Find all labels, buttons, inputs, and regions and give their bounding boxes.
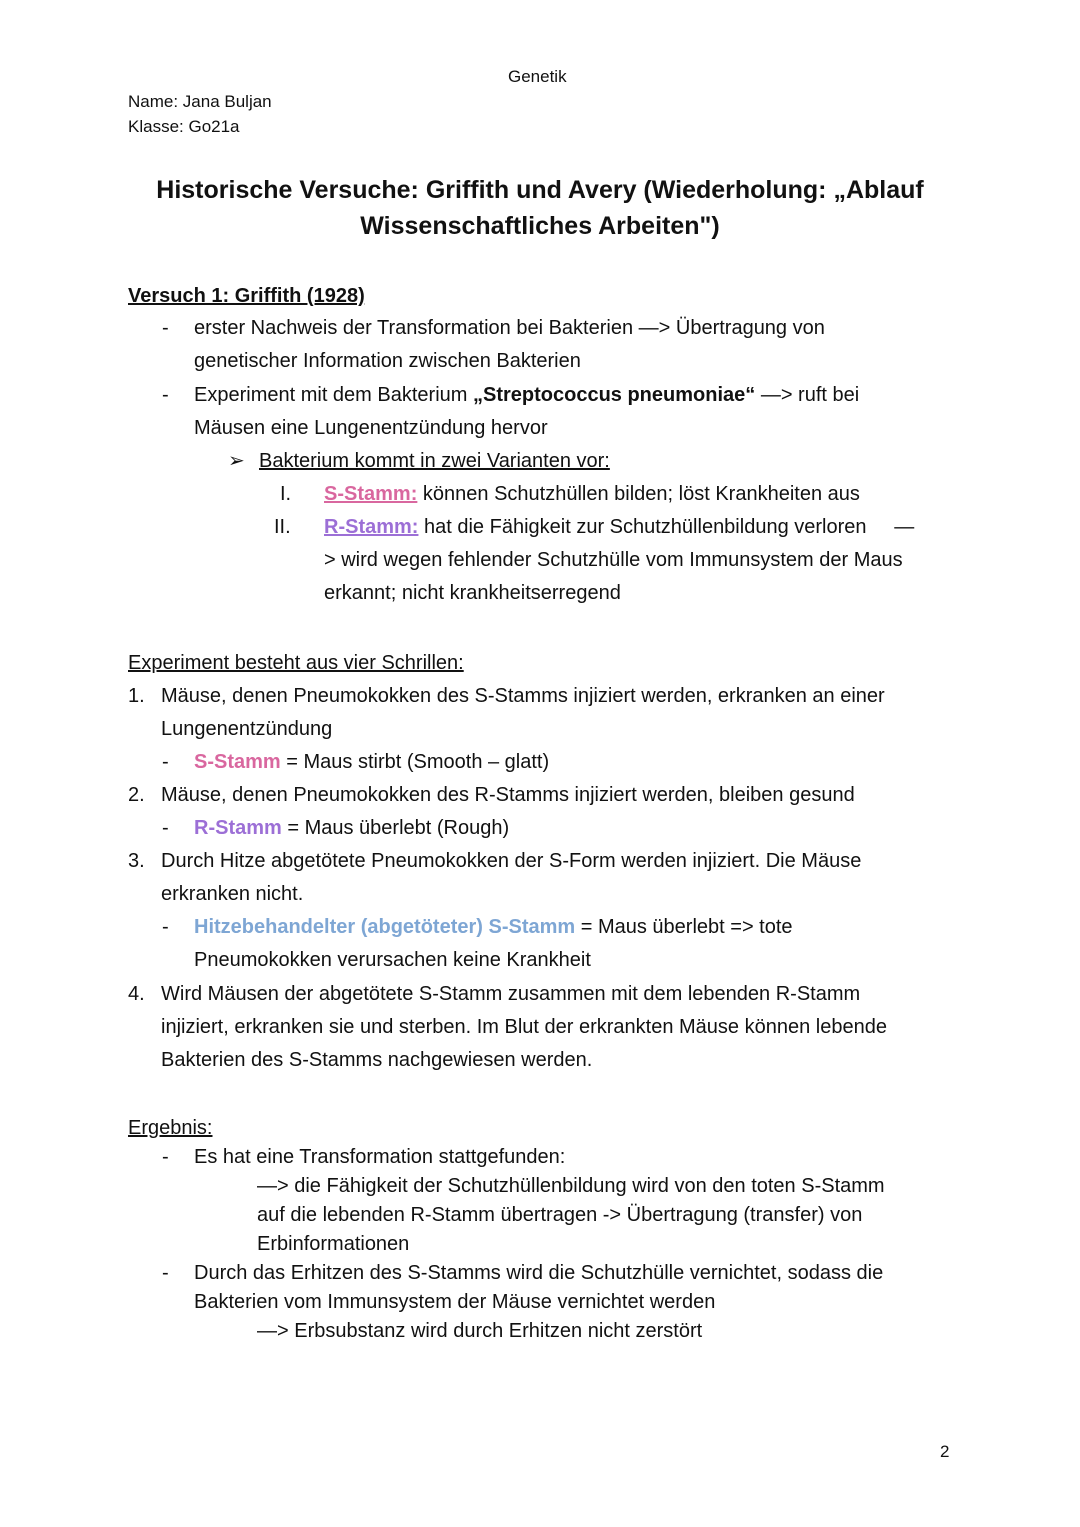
text: Experiment mit dem Bakterium [194, 384, 473, 406]
text-line: Bakterien des S-Stamms nachgewiesen werden. [161, 1049, 593, 1071]
bullet-dash: - [162, 916, 169, 938]
section-heading-ergebnis: Ergebnis: [128, 1117, 213, 1139]
list-number: 1. [128, 685, 145, 707]
student-class: Klasse: Go21a [128, 117, 240, 136]
text: = Maus überlebt => tote [575, 916, 793, 938]
bullet-dash: - [162, 817, 169, 839]
text-line [324, 482, 860, 506]
bacterium-name: „Streptococcus pneumoniae“ [472, 384, 756, 406]
text-line: erster Nachweis der Transformation bei Bakterien —> Übertragung von [194, 317, 825, 339]
text-line [194, 750, 549, 774]
text-line [194, 915, 793, 939]
text-line: Pneumokokken verursachen keine Krankheit [194, 949, 591, 971]
section-heading-versuch1: Versuch 1: Griffith (1928) [128, 285, 365, 307]
text-line: Mäuse, denen Pneumokokken des S-Stamms injiziert werden, erkranken an einer [161, 685, 885, 707]
page-title-line1: Historische Versuche: Griffith und Avery (Wiederholung: „Ablauf [156, 176, 924, 204]
section-heading-experiment: Experiment besteht aus vier Schrillen: [128, 652, 464, 674]
text-line: Bakterien vom Immunsystem der Mäuse vernichtet werden [194, 1291, 716, 1313]
text-line: Durch das Erhitzen des S-Stamms wird die Schutzhülle vernichtet, sodass die [194, 1262, 884, 1284]
text: können Schutzhüllen bilden; löst Krankheiten aus [417, 483, 860, 505]
list-number: 2. [128, 784, 145, 806]
text-line [194, 383, 859, 407]
roman-numeral: II. [274, 516, 291, 538]
text-line: injiziert, erkranken sie und sterben. Im Blut der erkrankten Mäuse können lebende [161, 1016, 887, 1038]
list-number: 4. [128, 983, 145, 1005]
text: = Maus überlebt (Rough) [281, 817, 510, 839]
text-line: Mäuse, denen Pneumokokken des R-Stamms injiziert werden, bleiben gesund [161, 784, 855, 806]
text-line [324, 515, 914, 539]
r-stamm-label: R-Stamm [194, 817, 282, 839]
text-line: —> Erbsubstanz wird durch Erhitzen nicht zerstört [257, 1320, 703, 1342]
text-line: Durch Hitze abgetötete Pneumokokken der S-Form werden injiziert. Die Mäuse [161, 850, 862, 872]
bullet-dash: - [162, 384, 169, 406]
text-line: Wird Mäusen der abgetötete S-Stamm zusammen mit dem lebenden R-Stamm [161, 983, 861, 1005]
text-line: Erbinformationen [257, 1233, 410, 1255]
s-stamm-label: S-Stamm: [324, 483, 418, 505]
text-line: Es hat eine Transformation stattgefunden: [194, 1146, 566, 1168]
header-subject: Genetik [508, 67, 567, 86]
s-stamm-label: S-Stamm [194, 751, 281, 773]
r-stamm-label: R-Stamm: [324, 516, 419, 538]
text-line: Mäusen eine Lungenentzündung hervor [194, 417, 548, 439]
text-line: erkranken nicht. [161, 883, 304, 905]
text-line: erkannt; nicht krankheitserregend [324, 582, 621, 604]
text: = Maus stirbt (Smooth – glatt) [280, 751, 550, 773]
arrow-bullet-icon: ➢ [228, 450, 245, 472]
bullet-dash: - [162, 1146, 169, 1168]
student-name: Name: Jana Buljan [128, 92, 272, 111]
bullet-dash: - [162, 751, 169, 773]
text: —> ruft bei [755, 384, 860, 406]
bullet-dash: - [162, 317, 169, 339]
text-line: genetischer Information zwischen Bakterien [194, 350, 581, 372]
text: hat die Fähigkeit zur Schutzhüllenbildung verloren — [418, 516, 915, 538]
page-title-line2: Wissenschaftliches Arbeiten") [360, 212, 720, 240]
roman-numeral: I. [280, 483, 292, 505]
bullet-dash: - [162, 1262, 169, 1284]
text-line: Bakterium kommt in zwei Varianten vor: [259, 450, 610, 472]
list-number: 3. [128, 850, 145, 872]
text-line: > wird wegen fehlender Schutzhülle vom Immunsystem der Maus [324, 549, 903, 571]
text-line: Lungenentzündung [161, 718, 333, 740]
text-line [194, 816, 509, 840]
text-line: —> die Fähigkeit der Schutzhüllenbildung wird von den toten S-Stamm [257, 1175, 885, 1197]
page-number: 2 [940, 1442, 950, 1461]
text-line: auf die lebenden R-Stamm übertragen -> Übertragung (transfer) von [257, 1204, 863, 1226]
heat-treated-label: Hitzebehandelter (abgetöteter) S-Stamm [194, 916, 576, 938]
